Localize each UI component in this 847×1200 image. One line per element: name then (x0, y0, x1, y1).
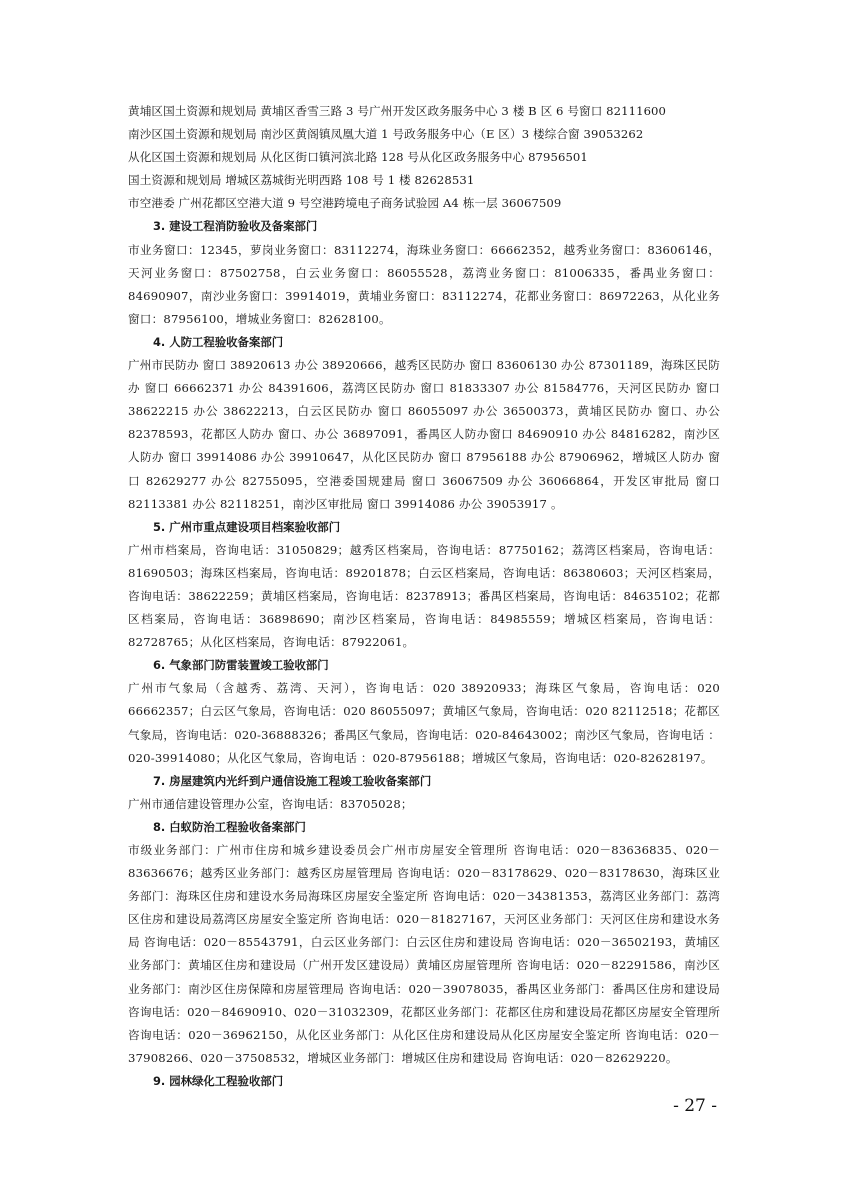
section-text: 广州市民防办 窗口 38920613 办公 38920666，越秀区民防办 窗口 83606130 办公 87301189，海珠区民防办 窗口 66662371 办公 84391606，荔湾区民防办 窗口 81833307 办公 81584776，天河区民防办 窗口 38622215 办公 38622213，白云区民防办 窗口 86055097 办公 36500373，黄埔区民防办 窗口、办公 82378593，花都区人防办 窗口、办公 36897091，番禺区人防办窗口 84690910 办公 84816282，南沙区人防办 窗口 39914086 办公 39910647，从化区民防办 窗口 87956188 办公 87906962，增城区人防办 窗口 82629277 办公 82755095，空港委国规建局 窗口 36067509 办公 36066864，开发区审批局 窗口 82113381 办公 82118251，南沙区审批局 窗口 39914086 办公 39053917 。 (128, 358, 720, 511)
section-heading: 5. 广州市重点建设项目档案验收部门 (153, 519, 341, 534)
section-archives (128, 516, 720, 655)
intro-block (128, 100, 720, 215)
section-text: 广州市气象局（含越秀、荔湾、天河），咨询电话：020 38920933；海珠区气象局，咨询电话：020 66662357；白云区气象局，咨询电话：020 86055097；黄埔区气象局，咨询电话：020 82112518；花都区气象局，咨询电话：020-36888326；番禺区气象局，咨询电话：020-84643002；南沙区气象局，咨询电话 ：020-39914080；从化区气象局，咨询电话 ：020-87956188；增城区气象局，咨询电话：020-82628197。 (128, 681, 720, 765)
section-heading: 7. 房屋建筑内光纤到户通信设施工程竣工验收备案部门 (153, 773, 432, 788)
section-termite (128, 816, 720, 1070)
intro-line: 国土资源和规划局 增城区荔城街光明西路 108 号 1 楼 82628531 (128, 173, 475, 188)
section-civil-defense (128, 331, 720, 516)
section-heading: 3. 建设工程消防验收及备案部门 (153, 219, 318, 234)
section-heading: 9. 园林绿化工程验收部门 (153, 1073, 284, 1088)
section-text: 市业务窗口：12345，萝岗业务窗口：83112274，海珠业务窗口：66662352，越秀业务窗口：83606146，天河业务窗口：87502758，白云业务窗口：86055528，荔湾业务窗口：81006335，番禺业务窗口：84690907，南沙业务窗口：39914019，黄埔业务窗口：83112274，花都业务窗口：86972263，从化业务窗口：87956100，增城业务窗口：82628100。 (128, 242, 720, 326)
section-heading: 6. 气象部门防雷装置竣工验收部门 (153, 658, 329, 673)
intro-line: 市空港委 广州花都区空港大道 9 号空港跨境电子商务试验园 A4 栋一层 36067509 (128, 196, 562, 211)
section-lightning (128, 654, 720, 769)
section-landscaping (128, 1070, 720, 1093)
section-text: 市级业务部门：广州市住房和城乡建设委员会广州市房屋安全管理所 咨询电话：020－83636835、020－83636676；越秀区业务部门：越秀区房屋管理局 咨询电话：020－83178629、020－83178630，海珠区业务部门：海珠区住房和建设水务局海珠区房屋安全鉴定所 咨询电话：020－34381353，荔湾区业务部门：荔湾区住房和建设局荔湾区房屋安全鉴定所 咨询电话：020－81827167，天河区业务部门：天河区住房和建设水务局 咨询电话：020－85543791，白云区业务部门：白云区住房和建设局 咨询电话：020－36502193，黄埔区业务部门：黄埔区住房和建设局（广州开发区建设局）黄埔区房屋管理所 咨询电话：020－82291586，南沙区业务部门：南沙区住房保障和房屋管理局 咨询电话：020－39078035，番禺区业务部门：番禺区住房和建设局 咨询电话：020－84690910、020－31032309，花都区业务部门：花都区住房和建设局花都区房屋安全管理所 咨询电话：020－36962150，从化区业务部门：从化区住房和建设局从化区房屋安全鉴定所 咨询电话：020－37908266、020－37508532，增城区业务部门：增城区住房和建设局 咨询电话：020－82629220。 (128, 843, 720, 1065)
page-number: - 27 - (673, 1096, 717, 1116)
intro-line: 黄埔区国土资源和规划局 黄埔区香雪三路 3 号广州开发区政务服务中心 3 楼 B 区 6 号窗口 82111600 (128, 104, 666, 118)
intro-line: 南沙区国土资源和规划局 南沙区黄阁镇凤凰大道 1 号政务服务中心（E 区）3 楼综合窗 39053262 (128, 127, 644, 142)
section-heading: 8. 白蚁防治工程验收备案部门 (153, 819, 306, 834)
intro-line: 从化区国土资源和规划局 从化区街口镇河滨北路 128 号从化区政务服务中心 87956501 (128, 150, 588, 165)
section-text: 广州市通信建设管理办公室，咨询电话：83705028； (128, 796, 413, 811)
section-heading: 4. 人防工程验收备案部门 (153, 334, 284, 349)
section-text: 广州市档案局，咨询电话：31050829；越秀区档案局，咨询电话：87750162；荔湾区档案局，咨询电话：81690503；海珠区档案局，咨询电话：89201878；白云区档案局，咨询电话：86380603；天河区档案局，咨询电话：38622259；黄埔区档案局，咨询电话：82378913；番禺区档案局，咨询电话：84635102；花都区档案局，咨询电话：36898690；南沙区档案局，咨询电话：84985559；增城区档案局，咨询电话：82728765；从化区档案局，咨询电话：87922061。 (128, 542, 720, 650)
section-fiber (128, 770, 720, 816)
section-fire-acceptance (128, 215, 720, 330)
document-body (128, 100, 720, 1093)
